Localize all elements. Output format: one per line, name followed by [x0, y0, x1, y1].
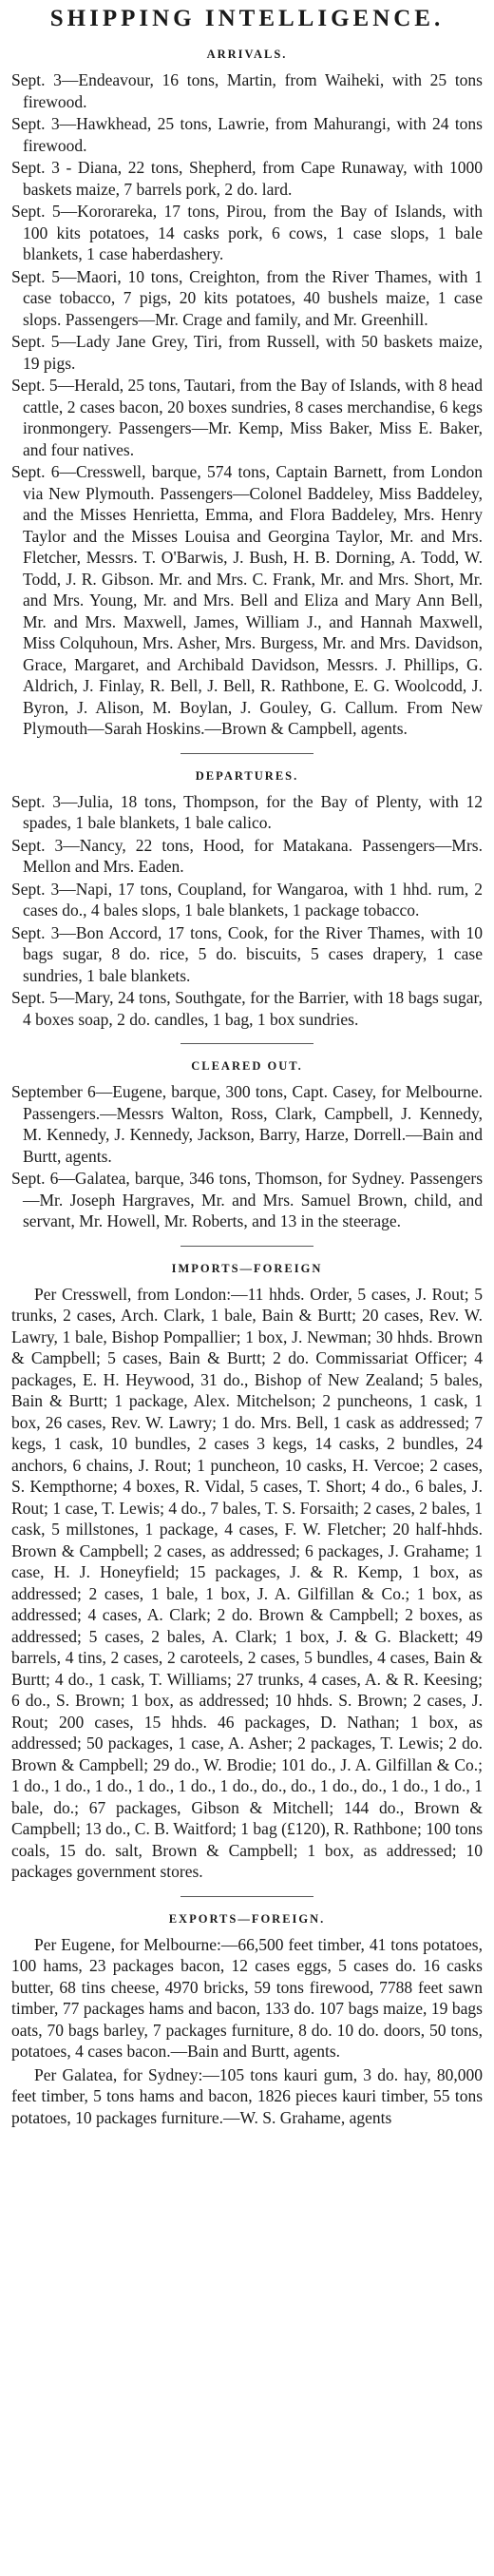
departures-section	[11, 769, 483, 1031]
arrival-entry: Sept. 5—Lady Jane Grey, Tiri, from Russell, with 50 baskets maize, 19 pigs.	[11, 332, 483, 373]
section-divider	[180, 753, 314, 754]
section-heading-imports: IMPORTS—FOREIGN	[171, 1261, 323, 1275]
exports-section	[11, 1912, 483, 2129]
arrival-entry: Sept. 6—Cresswell, barque, 574 tons, Captain Barnett, from London via New Plymouth. Passengers—Colonel Baddeley, Miss Baddeley, and the Misses Henrietta, Emma, and Flora Baddeley, Mrs. Henry Taylor and the Misses Louisa and Georgina Taylor, Mr. and Mrs. Fletcher, Messrs. T. O'Barwis, J. Bush, H. B. Dorning, A. Todd, W. Todd, J. R. Gibson. Mr. and Mrs. C. Frank, Mr. and Mrs. Short, Mr. and Mrs. Young, Mr. and Mrs. Bell and Eliza and Mary Ann Bell, Mr. and Mrs. Maxwell, James, William J., and Hannah Maxwell, Miss Colquhoun, Mrs. Asher, Mrs. Burgess, Mr. and Mrs. Davidson, Grace, Margaret, and Archibald Davidson, Messrs. J. Phillips, G. Aldrich, J. Finlay, R. Bell, J. Bell, R. Rathbone, E. G. Woolcodd, J. Byron, J. Alison, M. Boylan, J. Gouley, G. Callum. From New Plymouth—Sarah Hoskins.—Brown & Campbell, agents.	[11, 462, 483, 738]
imports-section	[11, 1262, 483, 1883]
cleared-out-entry: Sept. 6—Galatea, barque, 346 tons, Thomson, for Sydney. Passengers—Mr. Joseph Hargraves, Mr. and Mrs. Samuel Brown, child, and servant, Mr. Howell, Mr. Roberts, and 13 in the steerage.	[11, 1169, 483, 1230]
arrival-entry: Sept. 3 - Diana, 22 tons, Shepherd, from Cape Runaway, with 1000 baskets maize, 7 barrels pork, 2 do. lard.	[11, 158, 483, 199]
arrival-entry: Sept. 5—Kororareka, 17 tons, Pirou, from the Bay of Islands, with 100 kits potatoes, 14 casks pork, 6 cows, 1 case slops, 1 bale blankets, 1 case haberdashery.	[11, 202, 483, 263]
section-heading-arrivals: ARRIVALS.	[206, 48, 288, 61]
departure-entry: Sept. 3—Bon Accord, 17 tons, Cook, for the River Thames, with 10 bags sugar, 8 do. rice, 5 do. biscuits, 5 cases drapery, 1 case sundries, 1 bale blankets.	[11, 922, 483, 985]
departure-entry: Sept. 5—Mary, 24 tons, Southgate, for the Barrier, with 18 bags sugar, 4 boxes soap, 2 do. candles, 1 bag, 1 box sundries.	[11, 988, 483, 1029]
cleared-out-entry: September 6—Eugene, barque, 300 tons, Capt. Casey, for Melbourne. Passengers.—Messrs Walton, Ross, Clark, Campbell, J. Kennedy, M. Kennedy, J. Kennedy, Jackson, Barry, Harze, Dorrell.—Bain and Burtt, agents.	[11, 1082, 483, 1166]
imports-paragraph: Per Cresswell, from London:—11 hhds. Order, 5 cases, J. Rout; 5 trunks, 2 cases, Arch. Clark, 1 bale, Bain & Burtt; 20 cases, Rev. W. Lawry, 1 bale, Bishop Pompallier; 1 box, J. Newman; 30 hhds. Brown & Campbell; 5 cases, Bain & Burtt; 2 do. Commissariat Officer; 4 packages, E. H. Heywood, 31 do., Bishop of New Zealand; 5 bales, Bain & Burtt; 1 package, Alex. Mitchelson; 2 puncheons, 1 cask, 1 box, 26 cases, Rev. W. Lawry; 1 do. Mrs. Bell, 1 cask as addressed; 7 kegs, 1 cask, 10 bundles, 2 cases 3 kegs, 14 casks, 2 bundles, 24 anchors, 6 chains, J. Rout; 1 puncheon, 10 casks, H. Vercoe; 2 cases, S. Kempthorne; 4 boxes, R. Vidal, 5 cases, T. Short; 4 do., 6 bales, J. Rout; 1 case, T. Lewis; 4 do., 7 bales, T. S. Forsaith; 2 cases, 2 bales, 1 cask, 5 millstones, 1 package, 4 cases, F. W. Fletcher; 20 half-hhds. Brown & Campbell; 2 cases, as addressed; 6 packages, J. Grahame; 1 case, H. J. Honeyfield; 15 packages, J. & R. Kemp, 1 box, as addressed; 2 cases, 1 bale, 1 box, J. A. Gilfillan & Co.; 1 box, as addressed; 4 cases, A. Clark; 2 do. Brown & Campbell; 2 boxes, as addressed; 5 cases, 2 bales, A. Clark; 1 box, J. & G. Blackett; 49 barrels, 4 tins, 2 cases, 2 caroteels, 2 cases, 5 bundles, 4 cases, Bain & Burtt; 4 do., 1 cask, T. Williams; 27 trunks, 4 cases, A. & R. Keesing; 6 do., S. Brown; 1 box, as addressed; 10 hhds. S. Brown; 2 cases, J. Rout; 200 cases, 15 hhds. 46 packages, D. Nathan; 1 box, as addressed; 50 packages, 1 case, A. Asher; 2 packages, T. Lewis; 2 do. Brown & Campbell; 29 do., W. Brodie; 101 do., J. A. Gilfillan & Co.; 1 do., 1 do., 1 do., 1 do., 1 do., 1 do., do., do., 1 do., do., 1 do., 1 do., 1 bale, do.; 67 packages, Gibson & Mitchell; 144 do., Brown & Campbell; 13 do., C. B. Waitford; 1 bag (£120), R. Rathbone; 100 tons coals, 15 do. salt, Brown & Campbell; 1 box, as addressed; 10 packages government stores.	[11, 1284, 484, 1881]
section-heading-cleared-out: CLEARED OUT.	[191, 1059, 303, 1073]
arrival-entry: Sept. 5—Herald, 25 tons, Tautari, from the Bay of Islands, with 8 head cattle, 2 cases bacon, 20 boxes sundries, 8 cases merchandise, 6 kegs ironmongery. Passengers—Mr. Kemp, Miss Baker, Miss E. Baker, and four natives.	[11, 376, 483, 459]
departure-entry: Sept. 3—Julia, 18 tons, Thompson, for the Bay of Plenty, with 12 spades, 1 bale blankets, 1 bale calico.	[11, 791, 483, 832]
arrival-entry: Sept. 5—Maori, 10 tons, Creighton, from the River Thames, with 1 case tobacco, 7 pigs, 20 kits potatoes, 40 bushels maize, 1 case slops. Passengers—Mr. Crage and family, and Mr. Greenhill.	[11, 266, 483, 329]
section-heading-exports: EXPORTS—FOREIGN.	[168, 1911, 326, 1926]
arrivals-section	[11, 48, 483, 740]
departure-entry: Sept. 3—Napi, 17 tons, Coupland, for Wangaroa, with 1 hhd. rum, 2 cases do., 4 bales slops, 1 bale blankets, 1 package tobacco.	[11, 879, 483, 920]
exports-paragraph: Per Galatea, for Sydney:—105 tons kauri gum, 3 do. hay, 80,000 feet timber, 5 tons hams and bacon, 1826 pieces kauri timber, 55 tons potatoes, 10 packages furniture.—W. S. Grahame, agents	[11, 2064, 483, 2127]
section-divider	[180, 1896, 314, 1897]
cleared-out-section	[11, 1059, 483, 1232]
arrival-entry: Sept. 3—Hawkhead, 25 tons, Lawrie, from Mahurangi, with 24 tons firewood.	[11, 114, 483, 155]
departure-entry: Sept. 3—Nancy, 22 tons, Hood, for Matakana. Passengers—Mrs. Mellon and Mrs. Eaden.	[11, 835, 483, 876]
arrival-entry: Sept. 3—Endeavour, 16 tons, Martin, from Waiheki, with 25 tons firewood.	[11, 70, 483, 111]
section-divider	[180, 1043, 314, 1044]
exports-paragraph: Per Eugene, for Melbourne:—66,500 feet timber, 41 tons potatoes, 100 hams, 23 packages bacon, 12 cases eggs, 5 cases do. 16 casks butter, 68 tins cheese, 4970 bricks, 59 tons firewood, 7788 feet sawn timber, 77 packages hams and bacon, 133 do. 107 bags maize, 19 bags oats, 70 bags barley, 7 packages furniture, 8 do. 10 do. doors, 50 tons, potatoes, 4 cases bacon.—Bain and Burtt, agents.	[11, 1934, 483, 2061]
section-heading-departures: DEPARTURES.	[195, 768, 299, 783]
section-divider	[180, 1246, 314, 1247]
page-title: SHIPPING INTELLIGENCE.	[49, 6, 445, 31]
